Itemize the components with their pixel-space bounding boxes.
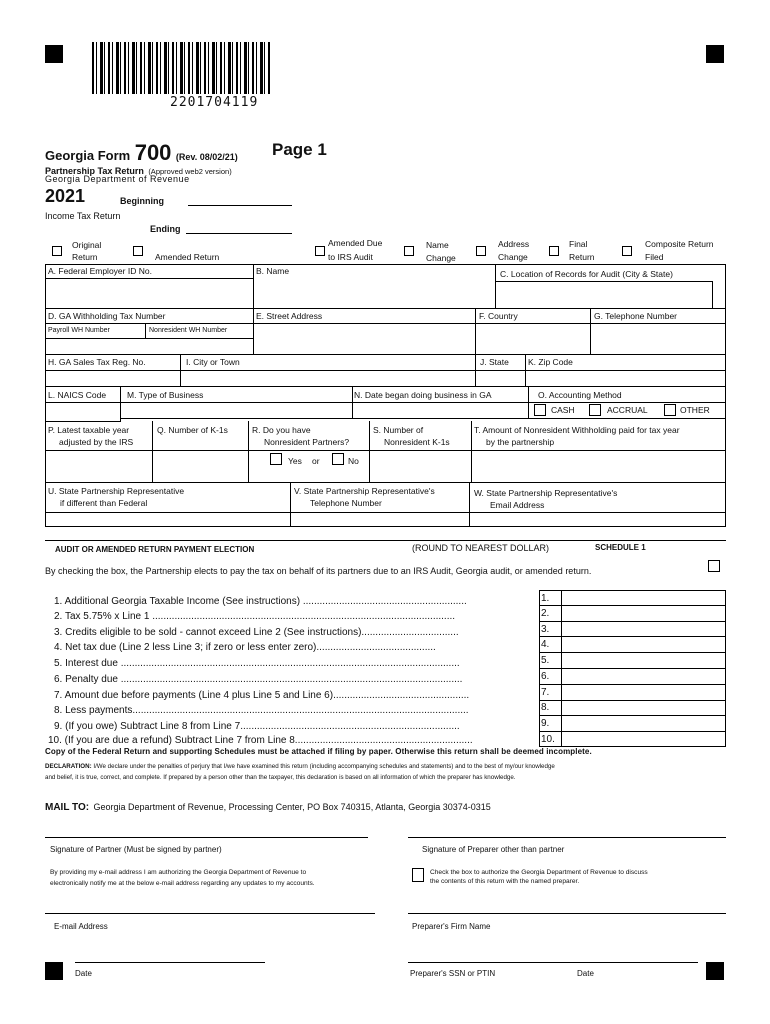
payroll-wh-label: Payroll WH Number xyxy=(48,327,110,334)
schedule-line-2: 2. Tax 5.75% x Line 1 ............................................................................................................. xyxy=(54,611,456,622)
registration-mark-bottom-left xyxy=(45,962,63,980)
field-s-label-2: Nonresident K-1s xyxy=(384,437,450,447)
email-address-label: E-mail Address xyxy=(54,922,108,931)
schedule-line-4: 4. Net tax due (Line 2 less Line 3; if zero or less enter zero)........................................... xyxy=(54,642,436,653)
income-tax-return-label: Income Tax Return xyxy=(45,211,121,221)
name-change-label: Change xyxy=(426,253,456,263)
schedule-line-1-number[interactable]: 1. xyxy=(541,593,550,604)
address-change-label: Change xyxy=(498,252,528,262)
email-note-2: electronically notify me at the below e-mail address regarding any updates to my accounts. xyxy=(50,880,315,887)
form-revision: (Rev. 08/02/21) xyxy=(175,152,238,162)
registration-mark-bottom-right xyxy=(706,962,724,980)
accrual-method-checkbox[interactable] xyxy=(589,404,601,416)
tax-year: 2021 xyxy=(45,186,86,206)
mail-to xyxy=(45,797,491,815)
amended-due-irs-checkbox[interactable] xyxy=(315,246,325,256)
accrual-label: ACCRUAL xyxy=(607,405,648,415)
field-p-label-1: P. Latest taxable year xyxy=(48,425,130,435)
field-n-label: N. Date began doing business in GA xyxy=(354,390,492,400)
no-label: No xyxy=(348,456,359,466)
schedule-line-8: 8. Less payments......................................................................................................................... xyxy=(54,705,469,716)
schedule-line-3-number[interactable]: 3. xyxy=(541,624,550,635)
field-k-label: K. Zip Code xyxy=(528,357,573,367)
department-name: Georgia Department of Revenue xyxy=(45,174,190,184)
schedule-line-6-number[interactable]: 6. xyxy=(541,671,550,682)
form-name: Georgia Form xyxy=(45,148,131,163)
approved-version: (Approved web2 version) xyxy=(148,167,232,176)
schedule-line-7-number[interactable]: 7. xyxy=(541,687,550,698)
other-label: OTHER xyxy=(680,405,710,415)
declaration-label: DECLARATION: xyxy=(45,763,92,770)
field-s-label-1: S. Number of xyxy=(373,425,424,435)
composite-return-checkbox[interactable] xyxy=(622,246,632,256)
no-nonresident-checkbox[interactable] xyxy=(332,453,344,465)
schedule-line-5-number[interactable]: 5. xyxy=(541,655,550,666)
amended-return-label: Amended Return xyxy=(155,252,220,262)
final-return-checkbox[interactable] xyxy=(549,246,559,256)
field-c-label: C. Location of Records for Audit (City & State) xyxy=(500,269,673,279)
election-text: By checking the box, the Partnership elects to pay the tax on behalf of its partners due to an IRS Audit, Georgia audit, or amended return. xyxy=(45,566,592,576)
field-r-label-2: Nonresident Partners? xyxy=(264,437,350,447)
beginning-label: Beginning xyxy=(120,196,164,206)
declaration-line-2: and belief, it is true, correct, and complete. If prepared by a person other than the taxpayer, this declaration is based on all information of which the preparer has knowledge. xyxy=(45,774,516,781)
email-address-line[interactable] xyxy=(45,913,375,914)
location-of-records-input[interactable] xyxy=(496,282,711,307)
field-b-label: B. Name xyxy=(256,266,290,276)
yes-label: Yes xyxy=(288,456,302,466)
schedule-number: SCHEDULE 1 xyxy=(595,543,646,552)
other-method-checkbox[interactable] xyxy=(664,404,676,416)
round-note: (ROUND TO NEAREST DOLLAR) xyxy=(412,543,550,553)
field-t-label-2: by the partnership xyxy=(486,437,555,447)
schedule-line-6: 6. Penalty due ........................................................................................................................... xyxy=(54,674,463,685)
check-note-1: Check the box to authorize the Georgia Department of Revenue to discuss xyxy=(430,869,648,876)
field-d-label: D. GA Withholding Tax Number xyxy=(48,311,166,321)
original-return-checkbox[interactable] xyxy=(52,246,62,256)
field-v-label-1: V. State Partnership Representative's xyxy=(294,486,435,496)
declaration-text-1: I/We declare under the penalties of perjury that I/we have examined this return (including accompanying schedules and statements) and to the best of my/our knowledge xyxy=(91,763,555,770)
schedule-line-3: 3. Credits eligible to be sold - cannot exceed Line 2 (See instructions)................................... xyxy=(54,627,459,638)
schedule-line-9: 9. (If you owe) Subtract Line 8 from Line 7............................................................................... xyxy=(54,721,460,732)
preparer-signature-line[interactable] xyxy=(408,837,726,838)
schedule-line-2-number[interactable]: 2. xyxy=(541,608,550,619)
preparer-date-label: Date xyxy=(577,969,594,978)
discuss-with-preparer-checkbox[interactable] xyxy=(412,868,424,882)
field-p-label-2: adjusted by the IRS xyxy=(59,437,134,447)
partner-signature-line[interactable] xyxy=(45,837,368,838)
partner-signature-label: Signature of Partner (Must be signed by partner) xyxy=(50,845,222,854)
date-line[interactable] xyxy=(75,962,265,963)
field-j-label: J. State xyxy=(480,357,509,367)
form-number: 700 xyxy=(134,140,172,165)
field-f-label: F. Country xyxy=(479,311,518,321)
field-v-label-2: Telephone Number xyxy=(310,498,382,508)
field-u-label-2: if different than Federal xyxy=(60,498,148,508)
copy-notice: Copy of the Federal Return and supporting Schedules must be attached if filing by paper. Otherwise this return shall be deemed incomplete. xyxy=(45,747,592,756)
name-label: Name xyxy=(426,240,449,250)
field-g-label: G. Telephone Number xyxy=(594,311,678,321)
final-label: Final xyxy=(569,239,588,249)
name-change-checkbox[interactable] xyxy=(404,246,414,256)
preparer-signature-label: Signature of Preparer other than partner xyxy=(422,845,565,854)
yes-nonresident-checkbox[interactable] xyxy=(270,453,282,465)
declaration-line-1 xyxy=(45,763,555,770)
field-w-label-2: Email Address xyxy=(490,500,545,510)
schedule-line-8-number[interactable]: 8. xyxy=(541,702,550,713)
cash-method-checkbox[interactable] xyxy=(534,404,546,416)
schedule-line-7: 7. Amount due before payments (Line 4 plus Line 5 and Line 6)................................................. xyxy=(54,690,470,701)
schedule-line-9-number[interactable]: 9. xyxy=(541,718,550,729)
mail-to-label: MAIL TO: xyxy=(45,802,90,813)
or-label: or xyxy=(312,456,320,466)
amended-return-checkbox[interactable] xyxy=(133,246,143,256)
filed-label: Filed xyxy=(645,252,664,262)
schedule-line-10: 10. (If you are due a refund) Subtract Line 7 from Line 8................................................................ xyxy=(48,735,473,746)
cash-label: CASH xyxy=(551,405,575,415)
mail-address: Georgia Department of Revenue, Processing Center, PO Box 740315, Atlanta, Georgia 30374-0315 xyxy=(93,802,491,812)
final-return-label: Return xyxy=(569,252,595,262)
registration-mark-top-right xyxy=(706,45,724,63)
field-a-label: A. Federal Employer ID No. xyxy=(48,266,152,276)
schedule-line-10-number[interactable]: 10. xyxy=(541,734,555,745)
ending-label: Ending xyxy=(150,224,181,234)
beginning-date-line[interactable] xyxy=(188,205,292,206)
schedule-line-1: 1. Additional Georgia Taxable Income (See instructions) ........................................................... xyxy=(54,596,467,607)
field-u-label-1: U. State Partnership Representative xyxy=(48,486,185,496)
amended-due-label: Amended Due xyxy=(328,238,383,248)
schedule-line-4-number[interactable]: 4. xyxy=(541,639,550,650)
ssn-ptin-label: Preparer's SSN or PTIN xyxy=(410,969,496,978)
field-l-label: L. NAICS Code xyxy=(48,390,107,400)
page-label: Page 1 xyxy=(272,140,327,159)
barcode xyxy=(92,42,272,94)
field-r-label-1: R. Do you have xyxy=(252,425,311,435)
to-irs-audit-label: to IRS Audit xyxy=(328,252,373,262)
subtitle-text: Partnership Tax Return xyxy=(45,166,144,176)
field-i-label: I. City or Town xyxy=(186,357,240,367)
barcode-number: 2201704119 xyxy=(170,95,259,110)
original-return-label: Return xyxy=(72,252,98,262)
firm-name-line[interactable] xyxy=(408,913,726,914)
schedule-line-5: 5. Interest due .......................................................................................................................... xyxy=(54,658,460,669)
field-e-label: E. Street Address xyxy=(256,311,323,321)
election-checkbox[interactable] xyxy=(708,560,720,572)
name-input[interactable] xyxy=(254,265,494,307)
field-o-label: O. Accounting Method xyxy=(538,390,622,400)
ending-date-line[interactable] xyxy=(186,233,292,234)
date-label: Date xyxy=(75,969,92,978)
field-t-label-1: T. Amount of Nonresident Withholding paid for tax year xyxy=(474,425,680,435)
field-q-label: Q. Number of K-1s xyxy=(157,425,228,435)
address-label: Address xyxy=(498,239,530,249)
registration-mark-top-left xyxy=(45,45,63,63)
check-note-2: the contents of this return with the named preparer. xyxy=(430,878,580,885)
schedule-title: AUDIT OR AMENDED RETURN PAYMENT ELECTION xyxy=(55,545,255,554)
field-w-label-1: W. State Partnership Representative's xyxy=(474,488,618,498)
firm-name-label: Preparer's Firm Name xyxy=(412,922,491,931)
ssn-ptin-line[interactable] xyxy=(408,962,698,963)
original-label: Original xyxy=(72,240,102,250)
federal-employer-id-input[interactable] xyxy=(46,279,252,307)
address-change-checkbox[interactable] xyxy=(476,246,486,256)
field-h-label: H. GA Sales Tax Reg. No. xyxy=(48,357,146,367)
field-m-label: M. Type of Business xyxy=(127,390,204,400)
composite-return-label: Composite Return xyxy=(645,239,714,249)
nonresident-wh-label: Nonresident WH Number xyxy=(149,327,228,334)
email-note-1: By providing my e-mail address I am authorizing the Georgia Department of Revenue to xyxy=(50,869,307,876)
